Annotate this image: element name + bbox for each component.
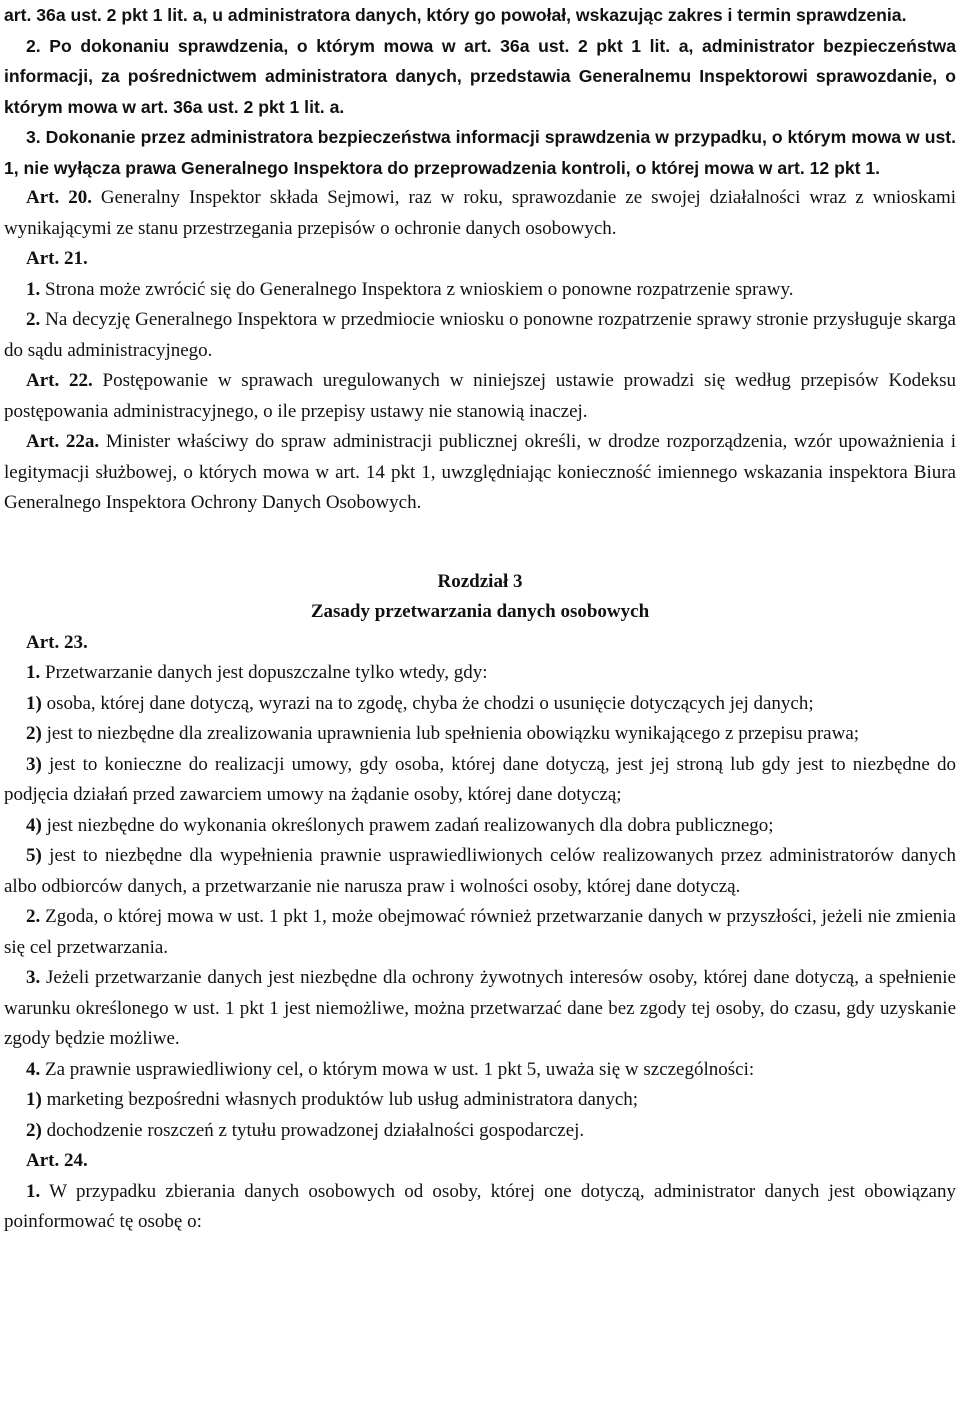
article-23-heading	[4, 628, 956, 659]
item-text: jest to konieczne do realizacji umowy, gdy osoba, której dane dotyczą, jest jej stroną lub gdy jest to niezbędne do podjęcia działań przed zawarciem umowy na żądanie osoby, której dane dotyczą;	[4, 753, 956, 805]
article-23-ust-2	[4, 902, 956, 963]
list-item	[4, 811, 956, 842]
clause-text: Strona może zwrócić się do Generalnego Inspektora z wnioskiem o ponowne rozpatrzenie sprawy.	[40, 278, 794, 300]
clause-number: 1.	[26, 662, 41, 683]
item-text: jest to niezbędne dla wypełnienia prawnie usprawiedliwionych celów realizowanych przez administratorów danych albo odbiorców danych, a przetwarzanie nie narusza praw i wolności osoby, której dane dotyczą.	[4, 845, 956, 897]
chapter-number: Rozdział 3	[437, 570, 523, 592]
clause-number: 2.	[26, 906, 41, 927]
article-text: Minister właściwy do spraw administracji publicznej określi, w drodze rozporządzenia, wzór upoważnienia i legitymacji służbowej, o których mowa w art. 14 pkt 1, uwzględniając konieczność imiennego wskazania inspektora Biura Generalnego Inspektora Ochrony Danych Osobowych.	[4, 431, 957, 513]
article-23-ust-3	[4, 963, 956, 1055]
paragraph-ust-2: 2. Po dokonaniu sprawdzenia, o którym mowa w art. 36a ust. 2 pkt 1 lit. a, administrator bezpieczeństwa informacji, za pośrednictwem administratora danych, przedstawia Generalnemu Inspektorowi sprawozdanie, o którym mowa w art. 36a ust. 2 pkt 1 lit. a.	[4, 35, 956, 117]
section-gap	[4, 519, 956, 567]
article-heading: Art. 20.	[26, 187, 92, 208]
list-item	[4, 1085, 956, 1116]
paragraph-continuation: art. 36a ust. 2 pkt 1 lit. a, u administratora danych, który go powołał, wskazując zakres i termin sprawdzenia.	[4, 5, 907, 25]
article-22a	[4, 427, 956, 519]
item-number: 2)	[26, 1119, 42, 1141]
list-item	[4, 1116, 956, 1147]
paragraph-ust-3: 3. Dokonanie przez administratora bezpieczeństwa informacji sprawdzenia w przypadku, o którym mowa w ust. 1, nie wyłącza prawa Generalnego Inspektora do przeprowadzenia kontroli, o której mowa w art. 12 pkt 1.	[4, 127, 956, 178]
clause-text: Zgoda, o której mowa w ust. 1 pkt 1, może obejmować również przetwarzanie danych w przyszłości, jeżeli nie zmienia się cel przetwarzania.	[4, 906, 956, 958]
article-24-heading	[4, 1146, 956, 1177]
article-heading: Art. 21.	[26, 248, 88, 269]
article-20	[4, 183, 956, 244]
chapter-title: Zasady przetwarzania danych osobowych	[310, 601, 650, 622]
item-text: marketing bezpośredni własnych produktów lub usług administratora danych;	[41, 1089, 639, 1110]
article-21-ust-2	[4, 305, 956, 366]
article-23-ust-4	[4, 1055, 956, 1086]
clause-number: 1.	[26, 278, 41, 300]
clause-number: 1.	[26, 1180, 41, 1202]
clause-number: 2.	[26, 309, 41, 330]
article-21-ust-1	[4, 275, 956, 306]
item-number: 1)	[26, 692, 42, 714]
item-number: 1)	[26, 1089, 42, 1110]
item-number: 2)	[26, 723, 42, 744]
article-22	[4, 366, 956, 427]
clause-text: Przetwarzanie danych jest dopuszczalne tylko wtedy, gdy:	[40, 662, 488, 683]
article-heading: Art. 22.	[26, 370, 93, 391]
clause-text: W przypadku zbierania danych osobowych od osoby, której one dotyczą, administrator danych jest obowiązany poinformować tę osobę o:	[4, 1180, 956, 1232]
article-heading: Art. 22a.	[26, 431, 100, 452]
item-text: dochodzenie roszczeń z tytułu prowadzonej działalności gospodarczej.	[41, 1119, 585, 1141]
clause-text: Jeżeli przetwarzanie danych jest niezbędne dla ochrony żywotnych interesów osoby, której dane dotyczą, a spełnienie warunku określonego w ust. 1 pkt 1 jest niemożliwe, można przetwarzać dane bez zgody tej osoby, do czasu, gdy uzyskanie zgody będzie możliwe.	[4, 967, 956, 1049]
item-text: osoba, której dane dotyczą, wyrazi na to zgodę, chyba że chodzi o usunięcie dotyczących jej danych;	[41, 692, 814, 714]
article-text: Postępowanie w sprawach uregulowanych w niniejszej ustawie prowadzi się według przepisów Kodeksu postępowania administracyjnego, o ile przepisy ustawy nie stanowią inaczej.	[4, 370, 956, 422]
item-number: 4)	[26, 814, 42, 836]
clause-number: 3.	[26, 967, 41, 988]
clause-number: 4.	[26, 1058, 41, 1080]
article-24-ust-1	[4, 1177, 956, 1238]
article-text: Generalny Inspektor składa Sejmowi, raz w roku, sprawozdanie ze swojej działalności wraz z wnioskami wynikającymi ze stanu przestrzegania przepisów o ochronie danych osobowych.	[4, 187, 957, 239]
list-item	[4, 841, 956, 902]
item-text: jest to niezbędne dla zrealizowania uprawnienia lub spełnienia obowiązku wynikającego z przepisu prawa;	[41, 723, 860, 744]
article-23-ust-1	[4, 658, 956, 689]
item-text: jest niezbędne do wykonania określonych prawem zadań realizowanych dla dobra publicznego;	[41, 814, 774, 836]
list-item	[4, 719, 956, 750]
item-number: 3)	[26, 753, 42, 775]
clause-text: Za prawnie usprawiedliwiony cel, o którym mowa w ust. 1 pkt 5, uważa się w szczególności:	[40, 1058, 755, 1080]
list-item	[4, 750, 956, 811]
article-heading: Art. 24.	[26, 1150, 88, 1171]
article-heading: Art. 23.	[26, 631, 88, 653]
item-number: 5)	[26, 845, 42, 866]
clause-text: Na decyzję Generalnego Inspektora w przedmiocie wniosku o ponowne rozpatrzenie sprawy stronie przysługuje skarga do sądu administracyjnego.	[4, 309, 956, 361]
list-item	[4, 689, 956, 720]
article-21-heading	[4, 244, 956, 275]
